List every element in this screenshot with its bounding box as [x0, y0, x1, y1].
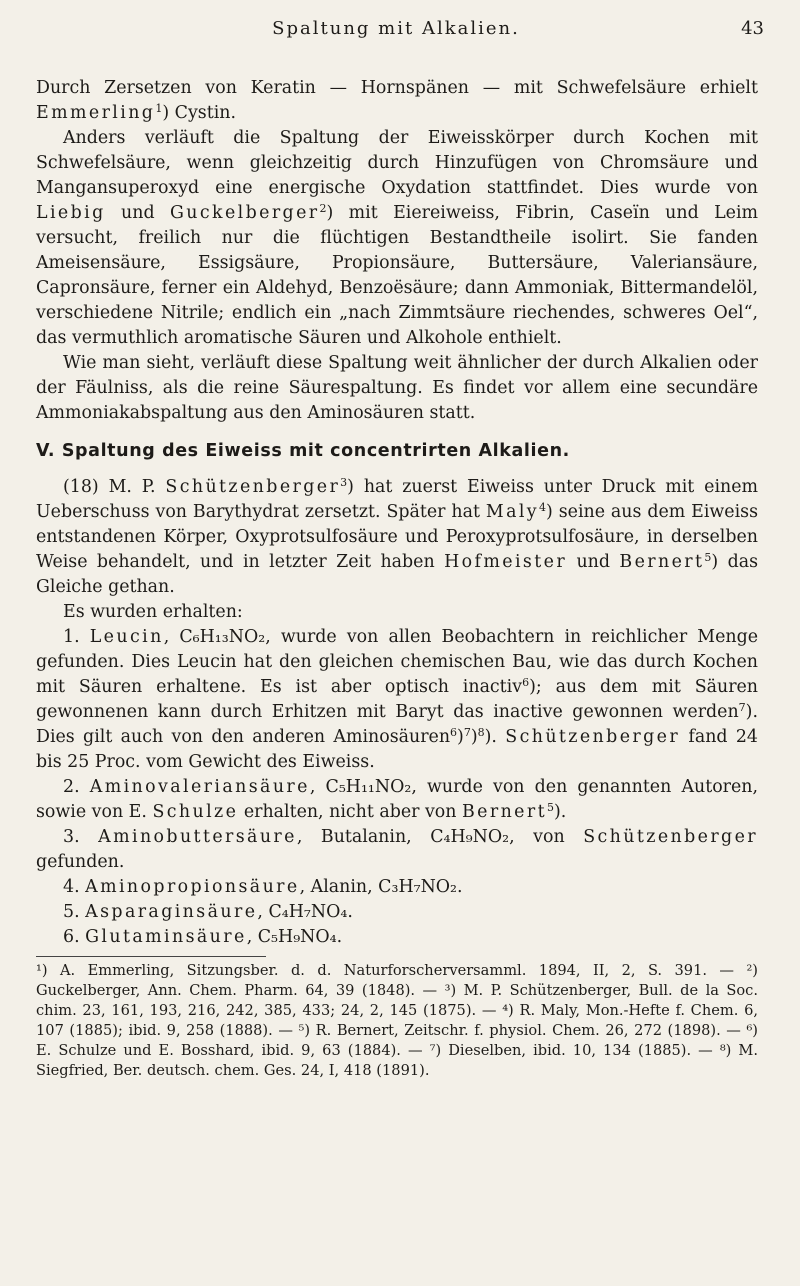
paragraph-oxidation: Anders verläuft die Spaltung der Eiweisskörper durch Kochen mit Schwefelsäure, wenn gleichzeitig durch Hinzufügen von Chromsäure und Mangansuperoxyd eine energische Oxydation stattfindet. Dies wurde von Liebig und Guckelberger$^2$) mit Eiereiweiss, Fibrin, Caseïn und Leim versucht, freilich nur die flüchtigen Bestandtheile isolirt. Sie fanden Ameisensäure, Essigsäure, Propionsäure, Buttersäure, Valeriansäure, Capronsäure, ferner ein Aldehyd, Benzoësäure; dann Ammoniak, Bittermandelöl, verschiedene Nitrile; endlich ein „nach Zimmtsäure riechendes, schweres Oel“, das vermuthlich aromatische Säuren und Alkohole enthielt.: [36, 128, 758, 348]
paragraph-keratin: Durch Zersetzen von Keratin — Hornspänen — mit Schwefelsäure erhielt Emmerling$^1$) Cystin.: [36, 78, 758, 123]
footnote-ref: 3: [340, 476, 348, 489]
list-item-glutaminsaeure: 6. Glutaminsäure, C₅H₉NO₄.: [63, 927, 343, 947]
compound-name: Aminopropionsäure: [85, 877, 300, 897]
footnote-text: ¹) A. Emmerling, Sitzungsber. d. d. Naturforscherversamml. 1894, II, 2, S. 391. — ²) Guckelberger, Ann. Chem. Pharm. 64, 39 (1848). — ³) M. P. Schützenberger, Bull. de la Soc. chim. 23, 161, 193, 216, 242, 385, 433; 24, 2, 145 (1875). — ⁴) R. Maly, Mon.-Hefte f. Chem. 6, 107 (1885); ibid. 9, 258 (1888). — ⁵) R. Bernert, Zeitschr. f. physiol. Chem. 26, 272 (1898). — ⁶) E. Schulze und E. Bosshard, ibid. 9, 63 (1884). — ⁷) Dieselben, ibid. 10, 134 (1885). — ⁸) M. Siegfried, Ber. deutsch. chem. Ges. 24, I, 418 (1891).: [36, 962, 758, 1079]
author-name: Guckelberger: [169, 203, 320, 223]
list-item-leucin: 1. Leucin, C₆H₁₃NO₂, wurde von allen Beobachtern in reichlicher Menge gefunden. Dies Leucin hat den gleichen chemischen Bau, wie das durch Kochen mit Säuren erhaltene. Es ist aber optisch inactiv$^6$); aus dem mit Säuren gewonnenen kann durch Erhitzen mit Baryt das inactive gewonnen werden$^7$). Dies gilt auch von den anderen Aminosäuren$^6$)$^7$)$^8$). Schützenberger fand 24 bis 25 Proc. vom Gewicht des Eiweiss.: [36, 627, 758, 772]
footnote-ref: 2: [319, 202, 327, 215]
footnote-ref: 6: [450, 726, 458, 739]
footnote-ref: 7: [463, 726, 471, 739]
author-name: Emmerling: [36, 103, 156, 123]
footnote-ref: 1: [155, 102, 163, 115]
author-name: Liebig: [36, 203, 106, 223]
footnote-ref: 8: [477, 726, 485, 739]
author-name: Schützenberger: [583, 827, 758, 847]
author-name: Bernert: [619, 552, 705, 572]
author-name: Bernert: [462, 802, 547, 822]
chemical-formula: C₄H₉NO₂: [430, 827, 510, 847]
footnote-ref: 4: [539, 501, 547, 514]
footnote-divider: [36, 956, 266, 957]
running-head: [28, 16, 764, 44]
chemical-formula: C₅H₉NO₄: [257, 927, 337, 947]
list-item-asparaginsaeure: 5. Asparaginsäure, C₄H₇NO₄.: [63, 902, 353, 922]
chemical-formula: C₃H₇NO₂: [378, 877, 458, 897]
footnote-ref: 5: [704, 551, 712, 564]
compound-name: Aminobuttersäure: [98, 827, 297, 847]
paragraph-obtained: Es wurden erhalten:: [63, 602, 243, 622]
compound-name: Glutaminsäure: [85, 927, 247, 947]
list-item-aminobuttersaeure: 3. Aminobuttersäure, Butalanin, C₄H₉NO₂, von Schützenberger gefunden.: [36, 827, 758, 872]
author-name: Hofmeister: [444, 552, 568, 572]
page-number: 43: [741, 18, 764, 39]
list-item-aminopropionsaeure: 4. Aminopropionsäure, Alanin, C₃H₇NO₂.: [63, 877, 463, 897]
footnote-ref: 7: [738, 701, 746, 714]
compound-name: Asparaginsäure: [85, 902, 258, 922]
author-name: Maly: [485, 502, 540, 522]
page-body: [36, 76, 758, 1081]
chemical-formula: C₅H₁₁NO₂: [325, 777, 412, 797]
running-title: Spaltung mit Alkalien.: [272, 18, 520, 39]
footnote-ref: 5: [546, 801, 554, 814]
author-name: Schulze: [152, 802, 239, 822]
chemical-formula: C₆H₁₃NO₂: [179, 627, 266, 647]
author-name: Schützenberger: [165, 477, 341, 497]
compound-name: Aminovaleriansäure: [89, 777, 310, 797]
paragraph-comparison: Wie man sieht, verläuft diese Spaltung weit ähnlicher der durch Alkalien oder der Fäulniss, als die reine Säurespaltung. Es findet vor allem eine secundäre Ammoniakabspaltung aus den Aminosäuren statt.: [36, 353, 758, 423]
footnote-ref: 6: [522, 676, 530, 689]
list-item-aminovaleriansaeure: 2. Aminovaleriansäure, C₅H₁₁NO₂, wurde von den genannten Autoren, sowie von E. Schulze erhalten, nicht aber von Bernert$^5$).: [36, 777, 758, 822]
footnotes: [36, 961, 758, 1081]
section-heading: V. Spaltung des Eiweiss mit concentrirten Alkalien.: [36, 441, 570, 461]
chemical-formula: C₄H₇NO₄: [268, 902, 348, 922]
author-name: Schützenberger: [505, 727, 681, 747]
compound-name: Leucin: [89, 627, 164, 647]
paragraph-schuetzenberger: (18) M. P. Schützenberger$^3$) hat zuerst Eiweiss unter Druck mit einem Ueberschuss von Barythydrat zersetzt. Später hat Maly$^4$) seine aus dem Eiweiss entstandenen Körper, Oxyprotsulfosäure und Peroxyprotsulfosäure, in derselben Weise behandelt, und in letzter Zeit haben Hofmeister und Bernert$^5$) das Gleiche gethan.: [36, 476, 759, 597]
